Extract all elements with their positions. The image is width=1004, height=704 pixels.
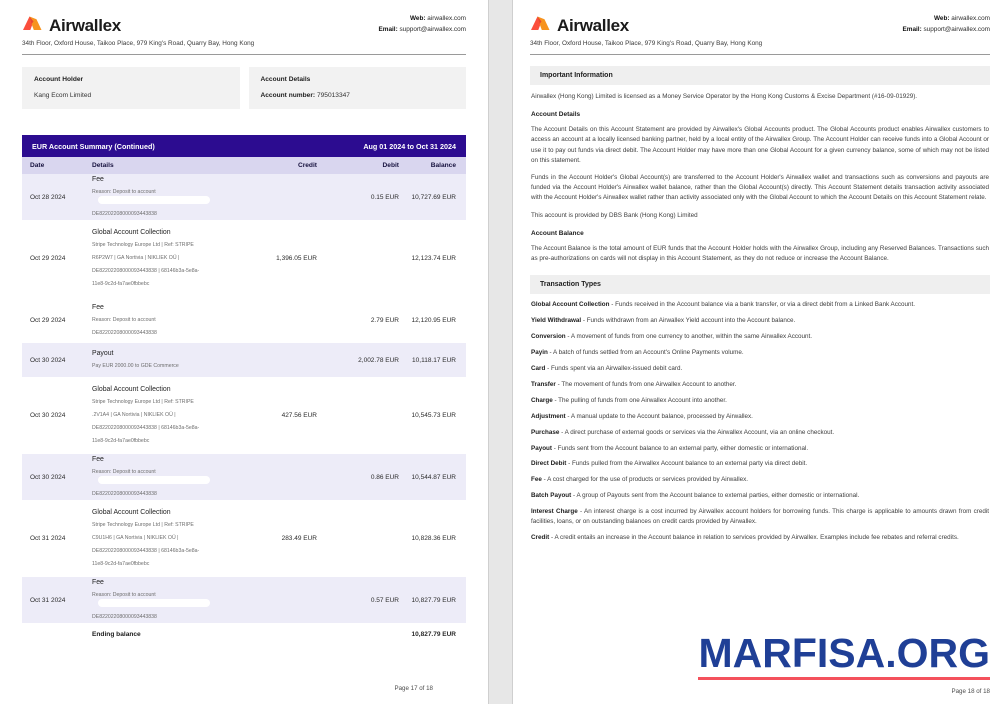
transaction-date: Oct 30 2024 — [30, 356, 66, 364]
section-bar: Transaction Types — [530, 275, 990, 294]
transaction-type: Fee — [92, 456, 104, 464]
definition-term: Charge — [531, 396, 553, 404]
transaction-detail: DE82202208000093443838 — [92, 329, 157, 336]
contact-info — [379, 14, 466, 35]
header-divider — [530, 54, 990, 55]
transaction-type: Global Account Collection — [92, 229, 171, 237]
transaction-balance: 10,118.17 EUR — [412, 356, 456, 364]
definition-item: Global Account Collection - Funds received in the Account balance via a bank transfer, or via a direct debit from a Linked Bank Account. — [531, 301, 916, 309]
transaction-detail: 11e8-9c2d-fa7ae0fbbebc — [92, 280, 150, 287]
transaction-balance: 12,123.74 EUR — [411, 255, 456, 262]
transaction-detail: C9U1H6 | GA Nortivia | NIKLIEK OÜ | — [92, 535, 179, 542]
company-address: 34th Floor, Oxford House, Taikoo Place, 979 King's Road, Quarry Bay, Hong Kong — [22, 40, 255, 47]
account-holder-value: Kang Ecom Limited — [34, 92, 92, 99]
eur-account-summary-table — [22, 135, 466, 646]
transaction-credit: 283.49 EUR — [281, 535, 317, 542]
transaction-type: Global Account Collection — [92, 509, 171, 517]
table-period: Aug 01 2024 to Oct 31 2024 — [363, 141, 456, 151]
info-paragraph: Airwallex (Hong Kong) Limited is licensed as a Money Service Operator by the Hong Kong Customs & Excise Department (#16-09-01929). — [531, 93, 918, 100]
page-header — [22, 14, 466, 47]
brand-logo — [22, 14, 254, 37]
transaction-detail: Stripe Technology Europe Ltd | Ref: STRIPE — [92, 242, 194, 249]
account-number: Account number: 795013347 — [260, 92, 350, 99]
account-holder-box — [22, 67, 240, 109]
transaction-detail: R6P2W7 | GA Nortivia | NIKLIEK OÜ | — [92, 255, 180, 262]
table-title: EUR Account Summary (Continued) — [32, 141, 155, 151]
page-number-left: Page 17 of 18 — [394, 685, 433, 692]
transaction-type: Fee — [92, 579, 104, 587]
table-row — [22, 343, 466, 377]
ending-balance-label: Ending balance — [92, 631, 141, 638]
airwallex-mark-icon — [530, 14, 552, 37]
statement-page-17 — [0, 0, 489, 704]
transaction-detail: DE82202208000093443838 — [92, 613, 157, 620]
transaction-detail: DE82202208000093443838 — [92, 490, 157, 497]
info-paragraph: The Account Details on this Account Statement are provided by Airwallex's Global Accounts product. The Global Accounts product enables Airwallex customers to access an account at a locally licensed banking partner, held by a local entity of the Airwallex Group. The Account Holder can receive funds into a Global Account or use it to pay out funds via direct debit. The Account Holder may have more than one Global Account for a given currency balance, some of which may not be listed on this statement. — [531, 126, 989, 164]
table-row — [22, 297, 466, 343]
transaction-type: Payout — [92, 350, 114, 358]
account-holder-label: Account Holder — [34, 76, 84, 83]
transaction-rows — [22, 174, 466, 623]
account-details-box — [249, 67, 467, 109]
table-row — [22, 174, 466, 220]
col-details: Details — [92, 162, 114, 169]
transaction-debit: 0.15 EUR — [370, 193, 399, 201]
info-sections — [530, 66, 990, 543]
transaction-date: Oct 30 2024 — [30, 473, 66, 481]
definition-item: Interest Charge - An interest charge is a cost incurred by Airwallex account holders for borrowing funds. This charge is applicable to amounts drawn from credit facilities, loans, or on outstanding balances on credit cards provided by Airwallex. — [531, 508, 989, 526]
definition-term: Batch Payout — [531, 492, 572, 500]
transaction-detail: Reason: Deposit to account — [92, 316, 156, 323]
transaction-detail: Pay EUR 2000.00 to GDE Commerce — [92, 363, 179, 370]
transaction-detail: Stripe Technology Europe Ltd | Ref: STRIPE — [92, 399, 194, 406]
transaction-date: Oct 30 2024 — [30, 412, 66, 419]
definition-item: Payout - Funds sent from the Account balance to an external party, either domestic or international. — [531, 444, 809, 452]
transaction-debit: 0.86 EUR — [370, 473, 399, 481]
definition-term: Purchase — [531, 428, 560, 436]
col-balance: Balance — [430, 162, 456, 169]
subsection-heading: Account Balance — [531, 229, 584, 237]
table-row — [22, 577, 466, 623]
transaction-date: Oct 29 2024 — [30, 255, 66, 262]
definition-item: Conversion - A movement of funds from one currency to another, within the same Airwallex Account. — [531, 332, 813, 340]
section-bar: Important Information — [530, 66, 990, 85]
definition-term: Adjustment — [531, 412, 566, 420]
transaction-detail: Reason: Deposit to account — [92, 593, 245, 607]
transaction-debit: 2.79 EUR — [370, 316, 399, 324]
transaction-debit: 0.57 EUR — [370, 596, 399, 604]
transaction-detail: .2V1A4 | GA Nortivia | NIKLIEK OÜ | — [92, 412, 176, 419]
transaction-detail: Reason: Deposit to account — [92, 470, 245, 484]
transaction-detail: DE82202208000093443838 | 68146b3a-5e8a- — [92, 548, 200, 554]
definition-term: Direct Debit — [531, 460, 567, 468]
transaction-balance: 10,727.69 EUR — [411, 193, 456, 201]
redaction-pill — [98, 476, 210, 484]
transaction-balance: 10,544.87 EUR — [411, 473, 456, 481]
definition-term: Card — [531, 364, 546, 372]
definition-term: Global Account Collection — [531, 301, 610, 309]
definition-item: Payin - A batch of funds settled from an Account's Online Payments volume. — [531, 348, 744, 356]
transaction-debit: 2,002.78 EUR — [358, 356, 399, 364]
table-row — [22, 220, 466, 297]
ending-balance-value: 10,827.79 EUR — [411, 631, 456, 638]
transaction-detail: DE82202208000093443838 — [92, 210, 157, 217]
transaction-detail: 11e8-9c2d-fa7ae0fbbebc — [92, 560, 150, 567]
definition-item: Adjustment - A manual update to the Account balance, processed by Airwallex. — [531, 412, 753, 420]
transaction-balance: 10,828.36 EUR — [411, 535, 456, 542]
definition-term: Yield Withdrawal — [531, 317, 582, 324]
definition-term: Payin — [531, 348, 548, 356]
table-column-headers — [22, 157, 466, 174]
ending-balance-row — [22, 623, 466, 646]
transaction-type: Fee — [92, 303, 104, 311]
table-row — [22, 454, 466, 500]
transaction-balance: 10,545.73 EUR — [411, 412, 456, 419]
transaction-credit: 427.56 EUR — [281, 412, 317, 419]
company-address: 34th Floor, Oxford House, Taikoo Place, 979 King's Road, Quarry Bay, Hong Kong — [530, 40, 763, 47]
definition-term: Interest Charge — [531, 508, 578, 516]
col-debit: Debit — [382, 162, 399, 169]
brand-name: Airwallex — [49, 15, 121, 35]
definition-term: Transfer — [531, 380, 556, 388]
page-header — [530, 14, 990, 47]
definition-term: Payout — [531, 444, 552, 452]
info-paragraph: The Account Balance is the total amount of EUR funds that the Account Holder holds with the Airwallex Group, including any Reserved Balances. Transactions such as pre-authorizations on cards will not display in this Account Statement, as they do not reduce or increase the Account Balance. — [531, 244, 989, 262]
definition-item: Purchase - A direct purchase of external goods or services via the Airwallex Account, via an online checkout. — [531, 428, 835, 436]
contact-email: Email: support@airwallex.com — [902, 25, 990, 33]
definition-item: Credit - A credit entails an increase in the Account balance in relation to services provided by Airwallex. Examples include fee rebates and referral credits. — [531, 534, 959, 542]
transaction-detail: Stripe Technology Europe Ltd | Ref: STRIPE — [92, 522, 194, 529]
definition-term: Fee — [531, 476, 542, 484]
contact-info — [903, 14, 990, 35]
page-number-right: Page 18 of 18 — [951, 688, 990, 695]
definition-item: Transfer - The movement of funds from one Airwallex Account to another. — [531, 380, 737, 388]
definition-term: Conversion — [531, 332, 566, 340]
account-details-label: Account Details — [260, 76, 311, 83]
table-row — [22, 377, 466, 454]
contact-email: Email: support@airwallex.com — [378, 25, 466, 33]
info-paragraph: This account is provided by DBS Bank (Hong Kong) Limited — [531, 211, 698, 219]
col-date: Date — [30, 162, 45, 169]
transaction-date: Oct 28 2024 — [30, 193, 66, 201]
definition-item: Batch Payout - A group of Payouts sent from the Account balance to external parties, either domestic or international. — [531, 492, 860, 500]
transaction-detail: Reason: Deposit to account — [92, 190, 245, 204]
transaction-date: Oct 31 2024 — [30, 596, 66, 604]
definition-item: Card - Funds spent via an Airwallex-issued debit card. — [531, 364, 683, 372]
transaction-credit: 1,396.05 EUR — [276, 255, 317, 262]
watermark-text: MARFISA.ORG — [698, 633, 990, 680]
definition-item: Fee - A cost charged for the use of products or services provided by Airwallex. — [531, 476, 749, 484]
definition-item: Charge - The pulling of funds from one Airwallex Account into another. — [531, 396, 727, 404]
definition-item: Yield Withdrawal - Funds withdrawn from an Airwallex Yield account into the Account balance. — [531, 317, 796, 324]
table-title-bar — [22, 135, 466, 157]
transaction-detail: DE82202208000093443838 | 68146b3a-5e8a- — [92, 425, 200, 431]
redaction-pill — [98, 599, 210, 607]
brand-logo — [530, 14, 762, 37]
statement-page-18 — [512, 0, 1004, 704]
header-divider — [22, 54, 466, 55]
transaction-detail: 11e8-9c2d-fa7ae0fbbebc — [92, 437, 150, 444]
airwallex-mark-icon — [22, 14, 44, 37]
transaction-type: Global Account Collection — [92, 386, 171, 394]
table-row — [22, 500, 466, 577]
transaction-detail: DE82202208000093443838 | 68146b3a-5e8a- — [92, 268, 200, 274]
watermark — [698, 630, 990, 680]
transaction-type: Fee — [92, 176, 104, 184]
transaction-date: Oct 29 2024 — [30, 316, 66, 324]
transaction-balance: 12,120.95 EUR — [411, 316, 456, 324]
info-paragraph: Funds in the Account Holder's Global Account(s) are transferred to the Account Holder's Airwallex wallet and transactions such as conversions and payouts are funded via the Account Holder's Airwallex wallet balance, rather than the Global Account(s) directly. This Account Statement details transaction activity associated with the Account Holder's Airwallex wallet rather than activity associated only with the Global Account to which the Account Details on this Account Statement relate. — [531, 173, 989, 202]
definition-term: Credit — [531, 534, 550, 542]
col-credit: Credit — [297, 162, 317, 169]
contact-web: Web: airwallex.com — [933, 15, 990, 22]
redaction-pill — [98, 196, 210, 204]
brand-name: Airwallex — [557, 15, 629, 35]
subsection-heading: Account Details — [531, 111, 581, 119]
contact-web: Web: airwallex.com — [409, 15, 466, 22]
definition-item: Direct Debit - Funds pulled from the Airwallex Account balance to an external party via direct debit. — [531, 460, 808, 468]
transaction-balance: 10,827.79 EUR — [411, 596, 456, 604]
transaction-date: Oct 31 2024 — [30, 535, 66, 542]
